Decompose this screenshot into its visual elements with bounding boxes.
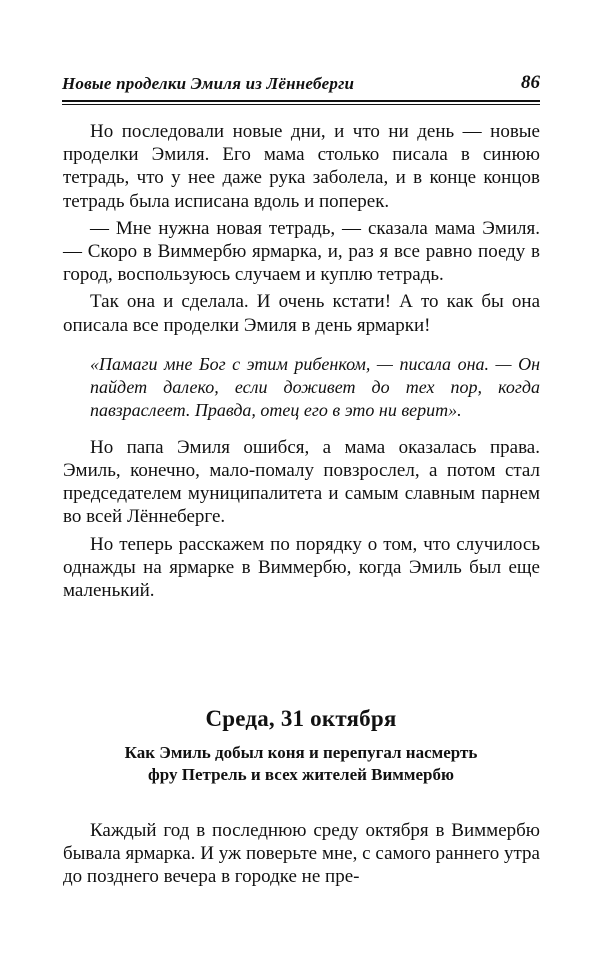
chapter-subtitle-line: Как Эмиль добыл коня и перепугал насмерть [124,743,478,762]
paragraph: Но последовали новые дни, и что ни день — новые проделки Эмиля. Его мама столько писала в синюю тетрадь, что у нее даже рука заболела, и в конце концов тетрадь была исписана вдоль и поперек. [63,121,540,212]
chapter-title: Среда, 31 октября [205,706,397,731]
chapter-text [63,819,540,889]
running-title: Новые проделки Эмиля из Лённеберги [62,74,355,93]
header-rule [62,100,540,105]
diary-quote: «Памаги мне Бог с этим рибенком, — писала она. — Он пайдет далеко, если доживет до тех пор, когда павзраслеет. Правда, отец его в это ни верит». [90,353,540,420]
paragraph: Но папа Эмиля ошибся, а мама оказалась права. Эмиль, конечно, мало-помалу повзрослел, а потом стал председателем муниципалитета и самым славным парнем во всей Лённеберге. [63,436,540,528]
main-text [63,120,540,602]
paragraph: Каждый год в последнюю среду октября в Виммербю бывала ярмарка. И уж поверьте мне, с самого раннего утра до позднего вечера в городке не пре- [63,820,540,888]
paragraph: Но теперь расскажем по порядку о том, что случилось однажды на ярмарке в Виммербю, когда Эмиль был еще маленький. [63,533,540,602]
page-number: 86 [521,72,540,93]
paragraph: — Мне нужна новая тетрадь, — сказала мама Эмиля. — Скоро в Виммербю ярмарка, и, раз я все равно поеду в город, воспользуюсь случаем и куплю тетрадь. [63,217,540,286]
chapter-subtitle [80,742,522,786]
chapter-subtitle-line: фру Петрель и всех жителей Виммербю [148,765,454,784]
paragraph: Так она и сделала. И очень кстати! А то как бы она описала все проделки Эмиля в день ярмарки! [63,291,540,336]
page-header [62,70,540,100]
